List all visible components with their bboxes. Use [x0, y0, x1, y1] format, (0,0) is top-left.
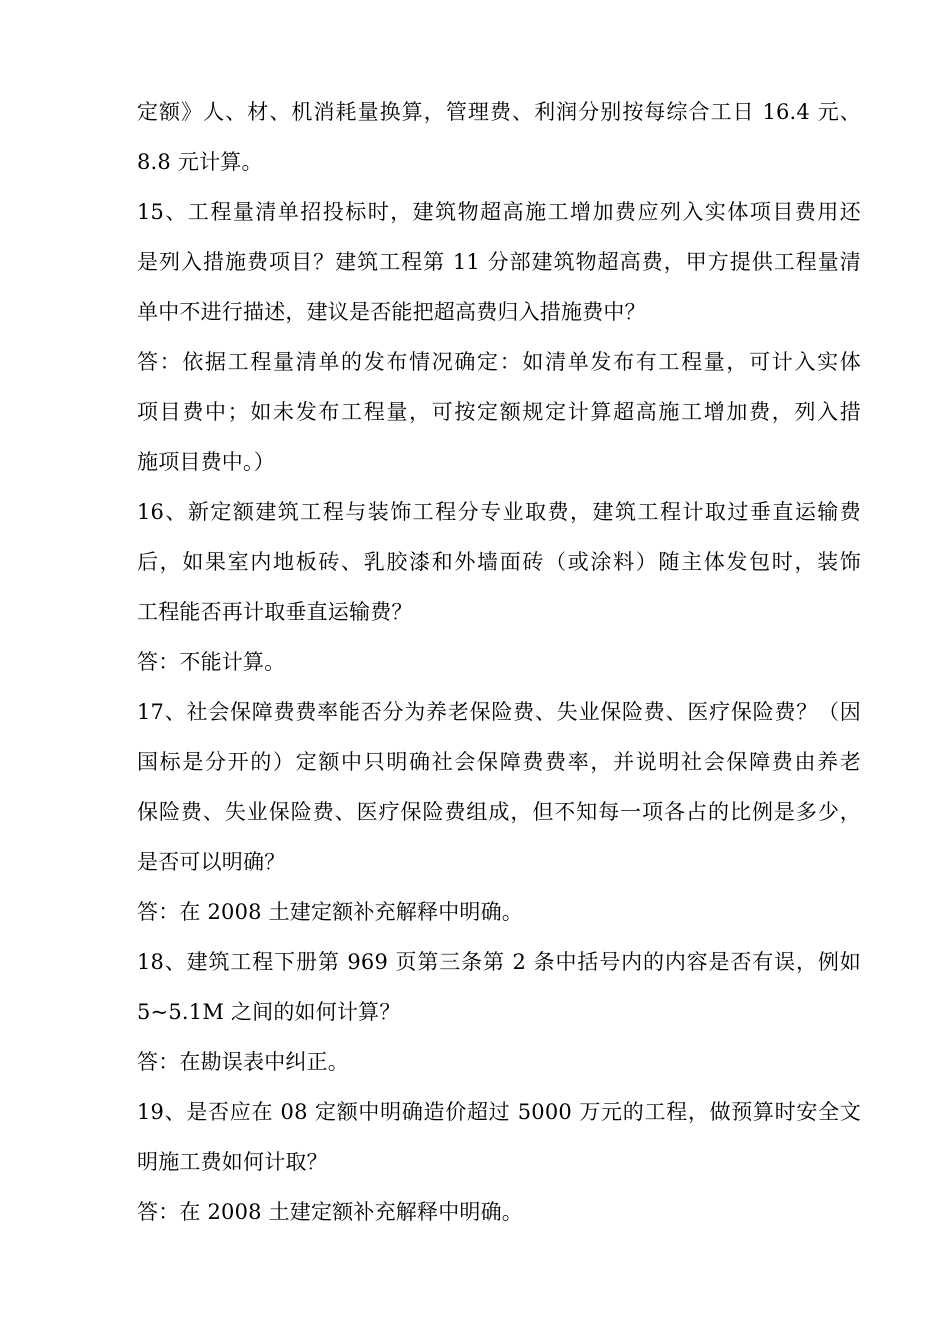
text-line: 项目费中；如未发布工程量，可按定额规定计算超高施工增加费，列入措: [137, 400, 861, 424]
text-line: 保险费、失业保险费、医疗保险费组成，但不知每一项各占的比例是多少，: [137, 800, 861, 824]
text-line: 答：不能计算。: [137, 650, 286, 674]
answer-18: [137, 1037, 861, 1087]
text-line: 工程能否再计取垂直运输费？: [137, 600, 413, 624]
text-line: 答：依据工程量清单的发布情况确定：如清单发布有工程量，可计入实体: [137, 350, 861, 374]
document-page: [137, 87, 861, 1237]
text-line: 后，如果室内地板砖、乳胶漆和外墙面砖（或涂料）随主体发包时，装饰: [137, 550, 861, 574]
text-line: 16、新定额建筑工程与装饰工程分专业取费，建筑工程计取过垂直运输费: [137, 500, 861, 524]
text-line: 19、是否应在 08 定额中明确造价超过 5000 万元的工程，做预算时安全文: [137, 1100, 861, 1124]
text-line: 施项目费中。）: [137, 450, 275, 474]
text-line: 单中不进行描述，建议是否能把超高费归入措施费中？: [137, 300, 646, 324]
text-line: 18、建筑工程下册第 969 页第三条第 2 条中括号内的内容是否有误，例如: [137, 950, 861, 974]
answer-17: [137, 887, 861, 937]
answer-16: [137, 637, 861, 687]
text-line: 是列入措施费项目？建筑工程第 11 分部建筑物超高费，甲方提供工程量清: [137, 250, 861, 274]
question-17: [137, 687, 861, 887]
text-line: 答：在 2008 土建定额补充解释中明确。: [137, 1200, 523, 1224]
text-line: 国标是分开的）定额中只明确社会保障费费率，并说明社会保障费由养老: [137, 750, 861, 774]
text-line: 定额》人、材、机消耗量换算，管理费、利润分别按每综合工日 16.4 元、: [137, 100, 861, 124]
question-18: [137, 937, 861, 1037]
text-line: 17、社会保障费费率能否分为养老保险费、失业保险费、医疗保险费？（因: [137, 700, 861, 724]
question-15: [137, 187, 861, 337]
text-line: 15、工程量清单招投标时，建筑物超高施工增加费应列入实体项目费用还: [137, 200, 861, 224]
text-line: 5~5.1M 之间的如何计算？: [137, 1000, 401, 1024]
continuation-paragraph: [137, 87, 861, 187]
text-line: 8.8 元计算。: [137, 150, 263, 174]
text-line: 答：在勘误表中纠正。: [137, 1050, 349, 1074]
text-line: 答：在 2008 土建定额补充解释中明确。: [137, 900, 523, 924]
text-line: 明施工费如何计取？: [137, 1150, 328, 1174]
question-19: [137, 1087, 861, 1187]
answer-19: [137, 1187, 861, 1237]
text-line: 是否可以明确？: [137, 850, 286, 874]
answer-15: [137, 337, 861, 487]
question-16: [137, 487, 861, 637]
